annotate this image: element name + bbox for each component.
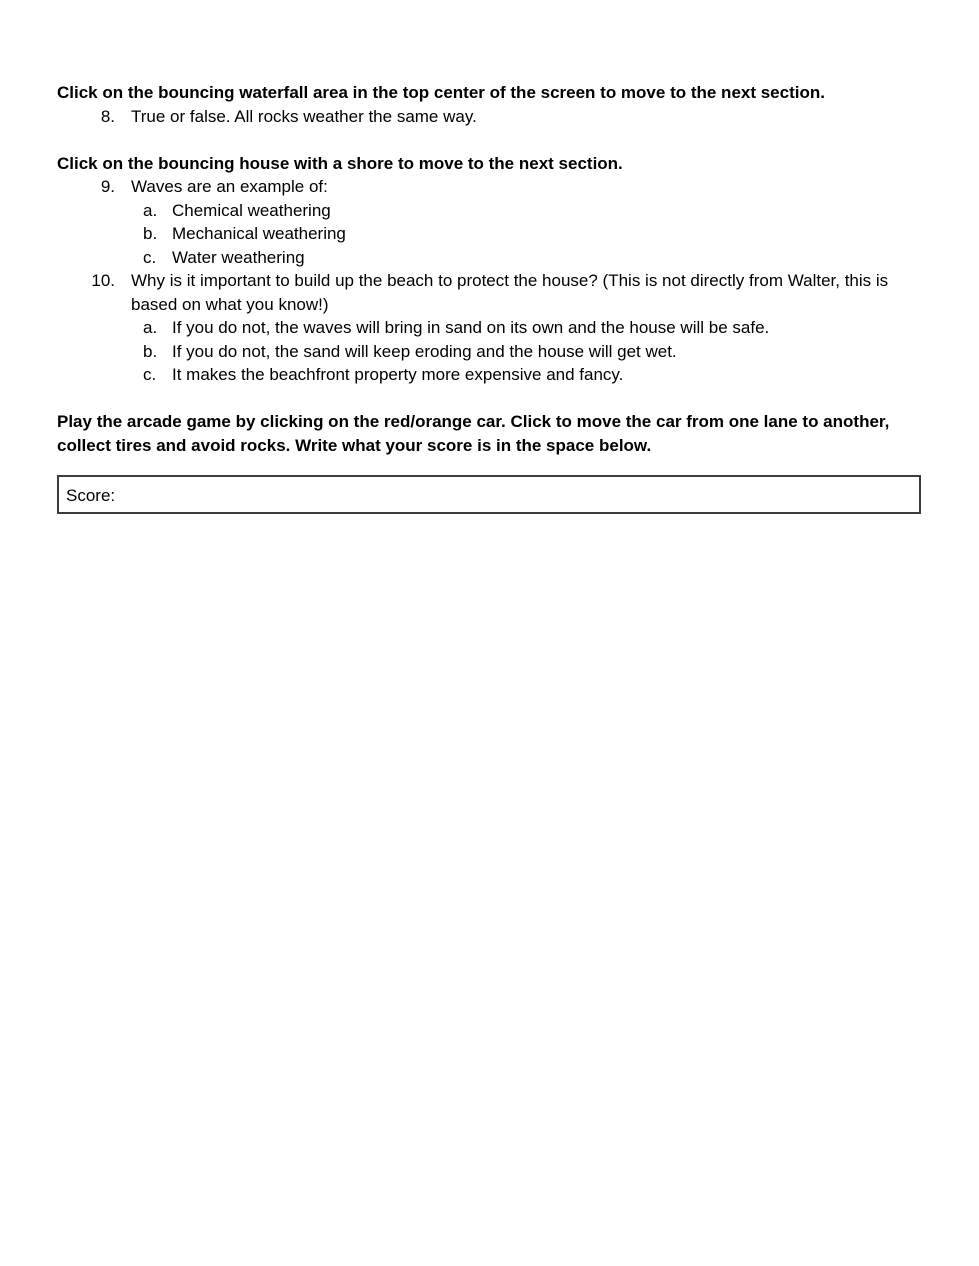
question-9-number: 9. [100,177,115,196]
question-8-number: 8. [100,106,115,126]
question-9-choice-a [57,199,921,223]
choice-letter: a. [143,318,158,337]
choice-letter: b. [143,224,158,243]
choice-text: It makes the beachfront property more expensive and fancy. [172,365,624,384]
question-10-number: 10. [91,271,115,290]
instruction-heading-waterfall: Click on the bouncing waterfall area in the top center of the screen to move to the next section. [57,83,825,102]
choice-letter: a. [143,200,158,220]
choice-text: Water weathering [172,247,305,267]
question-8-text: True or false. All rocks weather the same way. [131,106,477,126]
spacer [57,128,921,152]
question-10-choice-b [57,340,921,364]
choice-letter: c. [143,365,157,384]
choice-letter: b. [143,341,158,361]
choice-text: If you do not, the sand will keep eroding and the house will get wet. [172,341,677,361]
score-label: Score: [66,486,116,505]
choice-text: If you do not, the waves will bring in sand on its own and the house will be safe. [172,318,770,337]
choice-text: Mechanical weathering [172,224,346,243]
instruction-heading-arcade: Play the arcade game by clicking on the red/orange car. Click to move the car from one lane to another, collect tires and avoid rocks. Write what your score is in the space below. [57,412,890,455]
spacer [57,387,921,411]
question-9 [57,175,921,199]
question-10-choice-a [57,316,921,340]
question-10 [57,269,921,316]
question-9-text: Waves are an example of: [131,177,328,196]
question-8 [57,105,921,129]
document-content [57,81,921,514]
question-9-choice-c [57,246,921,270]
choice-letter: c. [143,247,157,267]
question-10-text: Why is it important to build up the beach to protect the house? (This is not directly from Walter, this is based on what you know!) [131,271,889,314]
question-10-choice-c [57,363,921,387]
score-answer-box[interactable] [57,475,921,514]
question-9-choice-b [57,222,921,246]
instruction-heading-house: Click on the bouncing house with a shore to move to the next section. [57,153,623,173]
choice-text: Chemical weathering [172,200,331,220]
